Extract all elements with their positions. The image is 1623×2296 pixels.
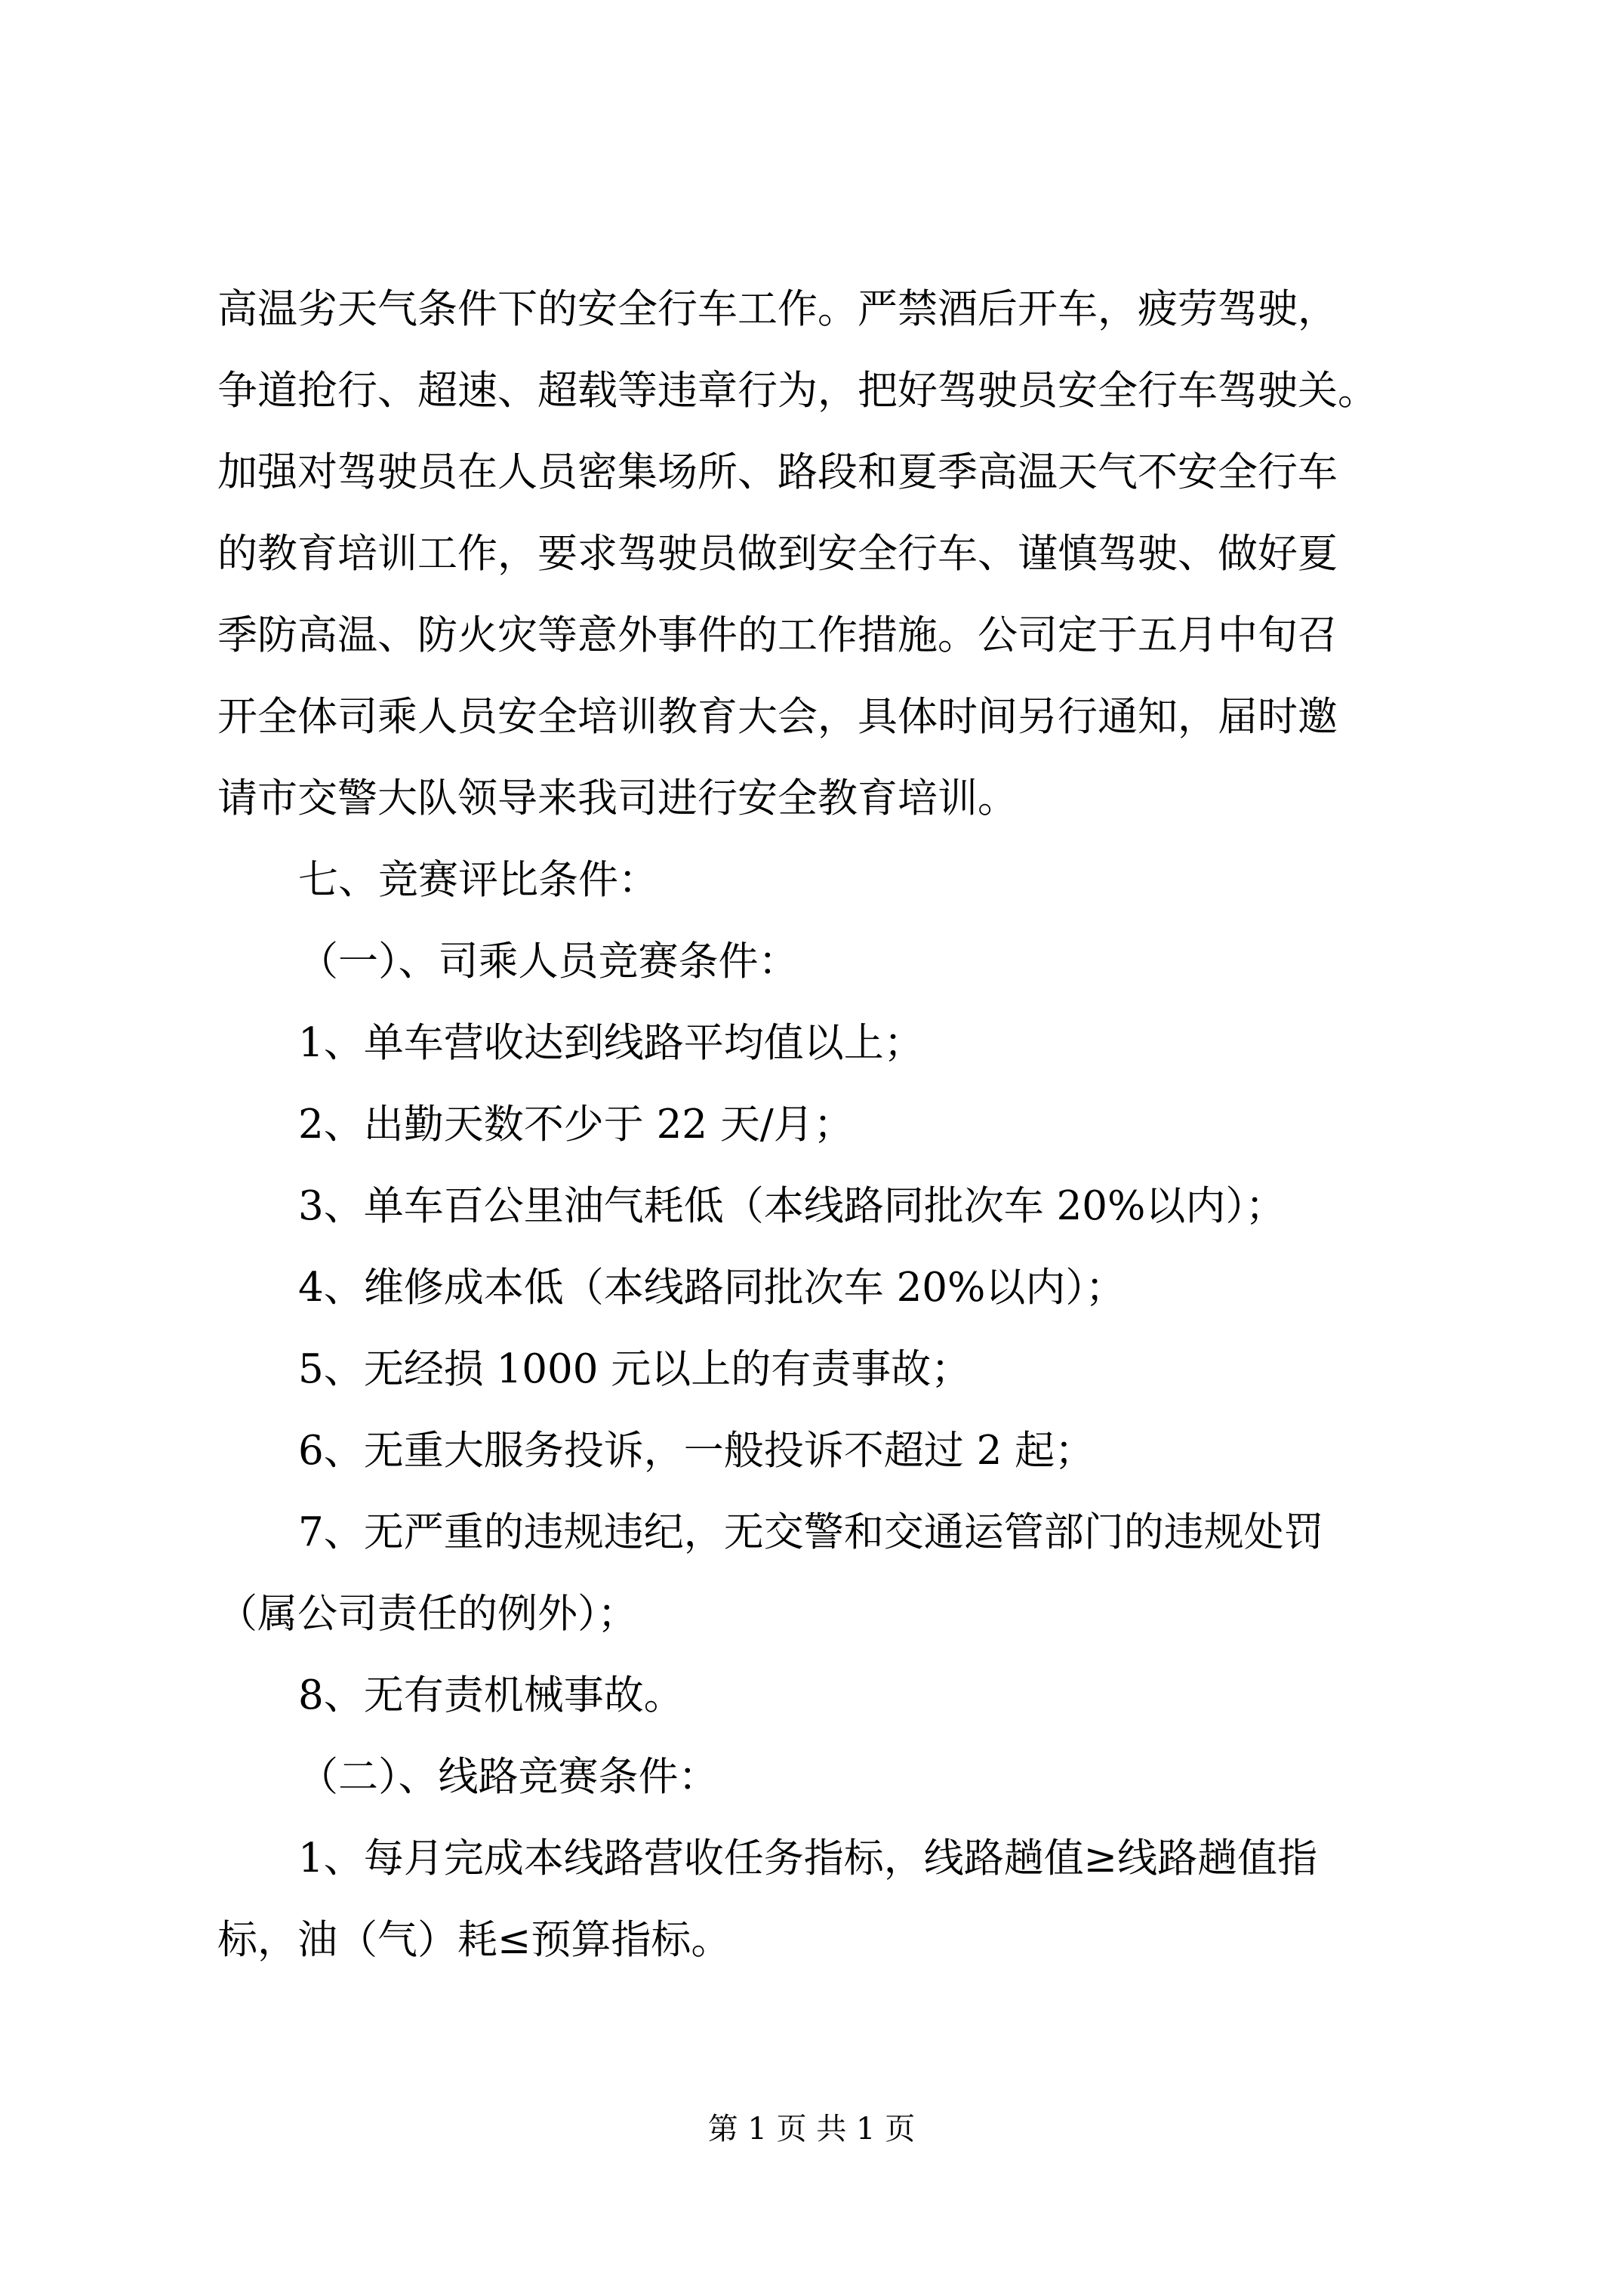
page-footer: 第 1 页 共 1 页 [707,2112,916,2147]
text-line-4: 的教育培训工作，要求驾驶员做到安全行车、谨慎驾驶、做好夏 [217,532,1338,577]
list-item-4: 4、维修成本低（本线路同批次车 20%以内）； [298,1265,1126,1311]
text-line-2: 争道抢行、超速、超载等违章行为，把好驾驶员安全行车驾驶关。 [217,368,1378,414]
list-item-3: 3、单车百公里油气耗低（本线路同批次车 20%以内）； [298,1184,1286,1229]
list-item-7-continued: （属公司责任的例外）； [217,1592,638,1637]
route-item-1: 1、每月完成本线路营收任务指标，线路趟值≥线路趟值指 [298,1836,1318,1881]
text-line-1: 高温劣天气条件下的安全行车工作。严禁酒后开车，疲劳驾驶， [217,287,1338,332]
subsection-heading-two: （二）、线路竞赛条件： [298,1755,719,1800]
list-item-8: 8、无有责机械事故。 [298,1673,684,1718]
route-item-1-continued: 标，油（气）耗≤预算指标。 [217,1918,731,1963]
text-line-5: 季防高温、防火灾等意外事件的工作措施。公司定于五月中旬召 [217,613,1338,658]
text-line-6: 开全体司乘人员安全培训教育大会，具体时间另行通知，届时邀 [217,695,1338,740]
list-item-7: 7、无严重的违规违纪，无交警和交通运管部门的违规处罚 [298,1510,1324,1555]
section-heading-seven: 七、竞赛评比条件： [298,858,658,903]
subsection-heading-one: （一）、司乘人员竞赛条件： [298,939,799,985]
list-item-6: 6、无重大服务投诉，一般投诉不超过 2 起； [298,1428,1095,1474]
text-line-7: 请市交警大队领导来我司进行安全教育培训。 [217,776,1018,821]
list-item-5: 5、无经损 1000 元以上的有责事故； [298,1347,972,1392]
list-item-2: 2、出勤天数不少于 22 天/月； [298,1102,854,1148]
list-item-1: 1、单车营收达到线路平均值以上； [298,1021,924,1066]
text-line-3: 加强对驾驶员在人员密集场所、路段和夏季高温天气不安全行车 [217,450,1338,495]
